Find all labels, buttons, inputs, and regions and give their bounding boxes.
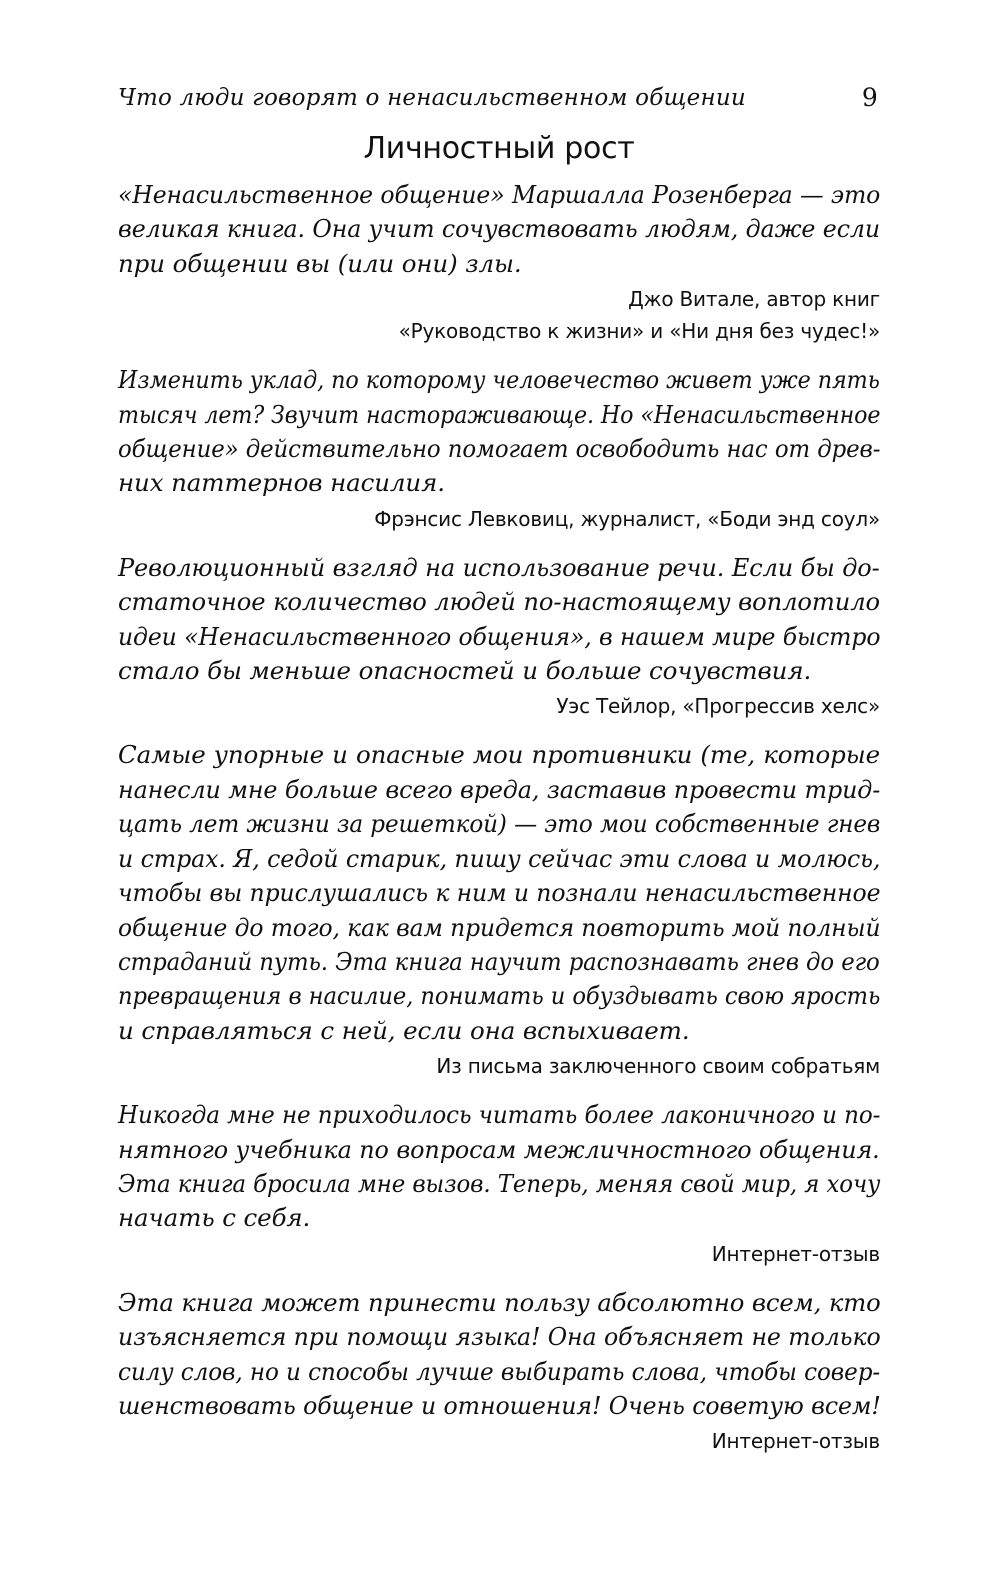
attribution-line: «Руководство к жизни» и «Ни дня без чудес!»	[398, 319, 880, 344]
testimonial-quote	[118, 178, 880, 281]
quote-line: идеи «Ненасильственного общения», в нашем мире быстро	[118, 621, 881, 651]
book-page	[118, 78, 880, 1473]
testimonial	[118, 1098, 880, 1270]
quote-line: великая книга. Она учит сочувствовать людям, даже если	[118, 214, 881, 244]
testimonial-quote	[118, 1098, 880, 1236]
quote-line: Самые упорные и опасные мои противники (те, которые	[118, 740, 880, 770]
testimonial-attribution	[118, 283, 880, 347]
testimonial-quote	[118, 551, 880, 689]
testimonial	[118, 1286, 880, 1458]
quote-line: Эта книга бросила мне вызов. Теперь, меняя свой мир, я хочу	[118, 1168, 881, 1198]
quote-line: превращения в насилие, понимать и обуздывать свою ярость	[118, 981, 881, 1011]
attribution-line: Уэс Тейлор, «Прогрессив хелс»	[556, 694, 880, 719]
testimonial-quote	[118, 738, 880, 1048]
quote-line: тысяч лет? Звучит настораживающе. Но «Ненасильственное	[118, 399, 881, 429]
testimonial-quote	[118, 1286, 880, 1424]
testimonial	[118, 551, 880, 723]
quote-line: чтобы вы прислушались к ним и познали ненасильственное	[118, 878, 881, 908]
section-title: Личностный рост	[363, 131, 635, 166]
attribution-line: Фрэнсис Левковиц, журналист, «Боди энд соул»	[374, 506, 880, 531]
attribution-line: Интернет-отзыв	[711, 1429, 880, 1454]
testimonial-attribution	[118, 690, 880, 722]
testimonial-attribution	[118, 1425, 880, 1457]
testimonial-attribution	[118, 503, 880, 535]
quote-line: силу слов, но и способы лучше выбирать слова, чтобы совер-	[118, 1356, 881, 1386]
running-header	[118, 78, 880, 118]
quote-line: стало бы меньше опасностей и больше сочувствия.	[118, 656, 812, 686]
attribution-line: Из письма заключенного своим собратьям	[436, 1054, 880, 1079]
quote-line: общение до того, как вам придется повторить мой полный	[118, 912, 881, 942]
testimonial	[118, 178, 880, 347]
quote-line: изъясняется при помощи языка! Она объясняет не только	[118, 1322, 881, 1352]
quote-line: начать с себя.	[118, 1203, 311, 1233]
testimonial-quote	[118, 363, 880, 501]
quote-line: «Ненасильственное общение» Маршалла Розенберга — это	[118, 180, 881, 209]
quote-line: Изменить уклад, по которому человечество живет уже пять	[118, 365, 880, 395]
testimonial	[118, 738, 880, 1082]
quote-line: них паттернов насилия.	[118, 468, 445, 498]
quote-line: и страх. Я, седой старик, пишу сейчас эти слова и молюсь,	[118, 843, 881, 873]
testimonials-list	[118, 178, 880, 1457]
attribution-line: Интернет-отзыв	[711, 1241, 880, 1266]
testimonial-attribution	[118, 1050, 880, 1082]
quote-line: общение» действительно помогает освободить нас от древ-	[118, 434, 881, 464]
attribution-line: Джо Витале, автор книг	[628, 287, 880, 312]
quote-line: нятного учебника по вопросам межличностного общения.	[118, 1134, 880, 1164]
testimonial-attribution	[118, 1238, 880, 1270]
quote-line: нанесли мне больше всего вреда, заставив провести трид-	[118, 774, 881, 804]
running-title: Что люди говорят о ненасильственном общении	[118, 85, 746, 111]
quote-line: и справляться с ней, если она вспыхивает.	[118, 1015, 690, 1045]
quote-line: шенствовать общение и отношения! Очень советую всем!	[118, 1390, 881, 1420]
testimonial	[118, 363, 880, 535]
quote-line: статочное количество людей по-настоящему воплотило	[118, 587, 881, 617]
quote-line: цать лет жизни за решеткой) — это мои собственные гнев	[118, 809, 881, 839]
quote-line: Революционный взгляд на использование речи. Если бы до-	[118, 552, 880, 582]
quote-line: Эта книга может принести пользу абсолютно всем, кто	[118, 1287, 881, 1317]
quote-line: при общении вы (или они) злы.	[118, 248, 522, 278]
quote-line: страданий путь. Эта книга научит распознавать гнев до его	[118, 946, 880, 976]
quote-line: Никогда мне не приходилось читать более лаконичного и по-	[118, 1100, 881, 1130]
page-number: 9	[861, 83, 878, 112]
